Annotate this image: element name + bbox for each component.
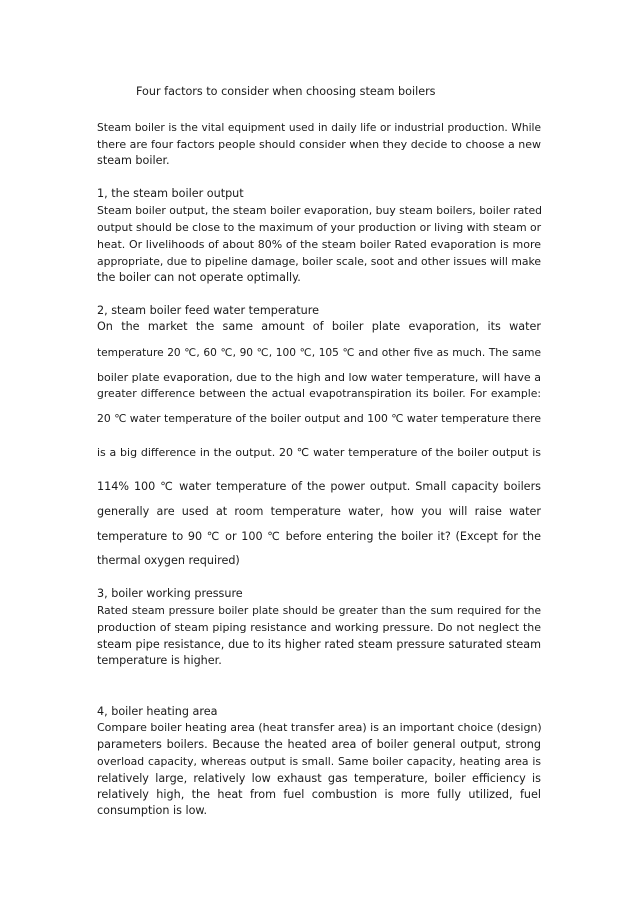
section-heading: 1, the steam boiler output	[97, 187, 244, 200]
paragraph-line: Steam boiler output, the steam boiler evaporation, buy steam boilers, boiler rated	[97, 204, 543, 217]
paragraph-line: production of steam piping resistance and working pressure. Do not neglect the	[97, 621, 541, 634]
paragraph-line: 114% 100 ℃ water temperature of the power output. Small capacity boilers	[97, 480, 541, 493]
section-heading: 4, boiler heating area	[97, 705, 218, 718]
intro-line: there are four factors people should consider when they decide to choose a new	[97, 138, 541, 151]
paragraph-line: boiler plate evaporation, due to the high and low water temperature, will have a	[97, 371, 541, 384]
paragraph-line: temperature 20 ℃, 60 ℃, 90 ℃, 100 ℃, 105 ℃ and other five as much. The same	[97, 347, 541, 359]
paragraph-line: output should be close to the maximum of your production or living with steam or	[97, 221, 542, 234]
paragraph-line: thermal oxygen required)	[97, 554, 240, 567]
paragraph-line: relatively high, the heat from fuel combustion is more fully utilized, fuel	[97, 788, 541, 801]
paragraph-line: appropriate, due to pipeline damage, boiler scale, soot and other issues will make	[97, 255, 541, 268]
paragraph-line: On the market the same amount of boiler plate evaporation, its water	[97, 320, 541, 333]
paragraph-line: consumption is low.	[97, 804, 208, 817]
paragraph-line: overload capacity, whereas output is small. Same boiler capacity, heating area is	[97, 755, 541, 768]
paragraph-line: generally are used at room temperature water, how you will raise water	[97, 505, 541, 518]
paragraph-line: temperature is higher.	[97, 654, 222, 667]
paragraph-line: Rated steam pressure boiler plate should be greater than the sum required for the	[97, 605, 541, 617]
intro-line: Steam boiler is the vital equipment used in daily life or industrial production. While	[97, 122, 541, 134]
paragraph-line: relatively large, relatively low exhaust gas temperature, boiler efficiency is	[97, 772, 541, 785]
paragraph-line: heat. Or livelihoods of about 80% of the steam boiler Rated evaporation is more	[97, 238, 541, 251]
paragraph-line: is a big difference in the output. 20 ℃ water temperature of the boiler output is	[97, 446, 541, 459]
paragraph-line: Compare boiler heating area (heat transfer area) is an important choice (design)	[97, 721, 542, 734]
paragraph-line: temperature to 90 ℃ or 100 ℃ before entering the boiler it? (Except for the	[97, 530, 541, 543]
paragraph-line: greater difference between the actual evapotranspiration its boiler. For example:	[97, 387, 541, 400]
section-heading: 2, steam boiler feed water temperature	[97, 304, 319, 317]
paragraph-line: 20 ℃ water temperature of the boiler output and 100 ℃ water temperature there	[97, 412, 541, 425]
section-heading: 3, boiler working pressure	[97, 587, 243, 600]
paragraph-line: steam pipe resistance, due to its higher rated steam pressure saturated steam	[97, 638, 541, 651]
paragraph-line: parameters boilers. Because the heated area of boiler general output, strong	[97, 738, 541, 751]
document-title: Four factors to consider when choosing steam boilers	[136, 85, 436, 98]
intro-line: steam boiler.	[97, 154, 170, 167]
paragraph-line: the boiler can not operate optimally.	[97, 271, 301, 284]
